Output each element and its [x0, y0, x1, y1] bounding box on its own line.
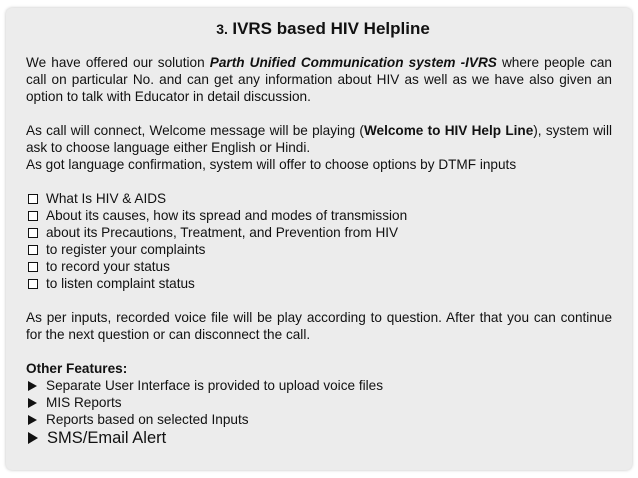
product-name: Parth Unified Communication system -IVRS	[209, 55, 497, 70]
arrow-bullet-icon	[28, 381, 37, 391]
list-item	[26, 411, 612, 428]
call-flow-text-1: As call will connect, Welcome message will be playing (	[26, 123, 364, 138]
checkbox-bullet-icon	[28, 279, 38, 289]
intro-text-1: We have offered our solution	[26, 55, 210, 70]
list-item	[26, 224, 612, 241]
arrow-bullet-icon	[28, 432, 38, 444]
list-item	[26, 190, 612, 207]
list-item	[26, 258, 612, 275]
title-number: 3.	[216, 21, 228, 37]
list-item	[26, 275, 612, 292]
checkbox-bullet-icon	[28, 194, 38, 204]
option-label: What Is HIV & AIDS	[46, 191, 167, 206]
welcome-message: Welcome to HIV Help Line	[363, 123, 534, 138]
intro-text-2: where people can call on particular No. and can get any information about HIV as well as we have also given an option to talk with Educator in detail discussion.	[26, 55, 612, 104]
option-label: to record your status	[46, 259, 170, 274]
arrow-bullet-icon	[28, 398, 37, 408]
arrow-bullet-icon	[28, 415, 37, 425]
list-item	[26, 377, 612, 394]
checkbox-bullet-icon	[28, 245, 38, 255]
checkbox-bullet-icon	[28, 262, 38, 272]
options-list	[26, 190, 612, 292]
call-flow-paragraph	[26, 122, 612, 156]
feature-label: Reports based on selected Inputs	[46, 412, 249, 427]
other-features-heading	[26, 360, 612, 377]
intro-paragraph	[26, 54, 612, 105]
features-list	[26, 377, 612, 448]
option-label: to listen complaint status	[46, 276, 195, 291]
option-label: About its causes, how its spread and modes of transmission	[46, 208, 408, 223]
after-inputs-paragraph: As per inputs, recorded voice file will be play according to question. After that you can continue for the next question or can disconnect the call.	[26, 310, 612, 342]
feature-label: MIS Reports	[46, 395, 122, 410]
feature-label: Separate User Interface is provided to upload voice files	[46, 378, 384, 393]
list-item	[26, 241, 612, 258]
checkbox-bullet-icon	[28, 211, 38, 221]
call-flow-line-2: As got language confirmation, system will offer to choose options by DTMF inputs	[26, 157, 517, 172]
title-text: IVRS based HIV Helpline	[232, 19, 430, 38]
slide	[6, 8, 632, 470]
other-features-heading-text: Other Features:	[26, 361, 128, 376]
call-flow-text-2: ), system will ask to choose language either English or Hindi.	[26, 123, 612, 155]
option-label: to register your complaints	[46, 242, 206, 257]
feature-label: SMS/Email Alert	[47, 429, 167, 447]
list-item	[26, 207, 612, 224]
slide-title	[26, 18, 612, 41]
list-item	[26, 394, 612, 411]
list-item	[26, 428, 612, 448]
option-label: about its Precautions, Treatment, and Prevention from HIV	[46, 225, 399, 240]
checkbox-bullet-icon	[28, 228, 38, 238]
